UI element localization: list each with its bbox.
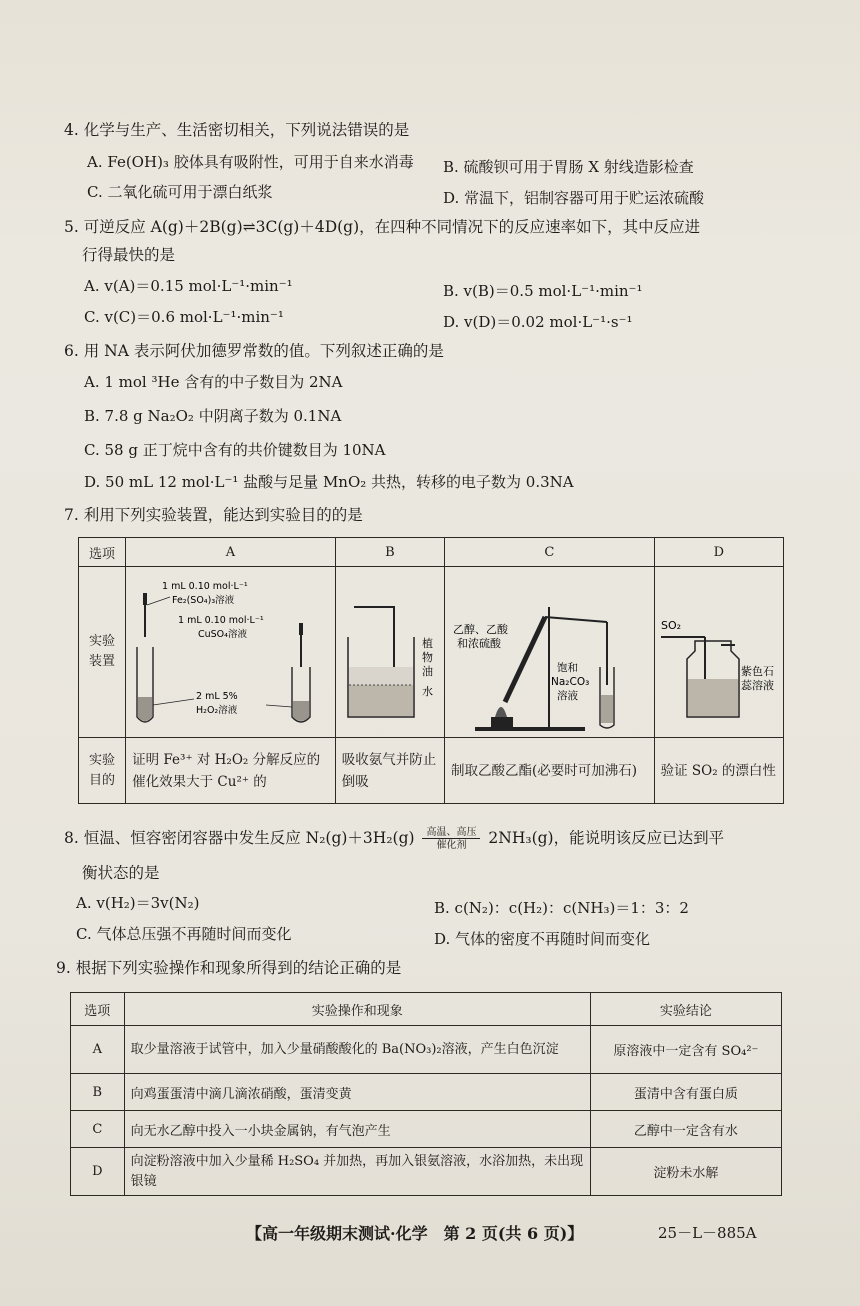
q7-figure-a bbox=[126, 567, 336, 738]
fig-c-label-reagents-1: 乙醇、乙酸 bbox=[453, 623, 509, 636]
q9-row-a-option: A bbox=[71, 1026, 125, 1074]
q5-stem: 5. 可逆反应 A(g)＋2B(g)⇌3C(g)＋4D(g)，在四种不同情况下的反应速率如下，其中反应进 bbox=[64, 218, 701, 236]
q7-figure-c bbox=[445, 567, 655, 738]
q4-option-b: B. 硫酸钡可用于胃肠 X 射线造影检查 bbox=[443, 158, 694, 176]
q7-header-c: C bbox=[445, 538, 655, 567]
q9-row-c-option: C bbox=[71, 1111, 125, 1148]
q6-stem: 6. 用 NA 表示阿伏加德罗常数的值。下列叙述正确的是 bbox=[64, 342, 444, 360]
q7-purpose-b: 吸收氨气并防止倒吸 bbox=[335, 738, 444, 804]
q8-stem bbox=[64, 827, 724, 851]
q8-stem-continued: 衡状态的是 bbox=[82, 864, 160, 882]
fig-c-label-saturated: 饱和 bbox=[557, 662, 579, 674]
q5-option-c: C. v(C)＝0.6 mol·L⁻¹·min⁻¹ bbox=[84, 308, 284, 326]
q8-reaction-condition bbox=[422, 827, 480, 851]
q7-row-purpose-label: 实验目的 bbox=[79, 738, 126, 804]
q9-row-d-operation: 向淀粉溶液中加入少量稀 H₂SO₄ 并加热，再加入银氨溶液，水浴加热，未出现银镜 bbox=[124, 1148, 590, 1196]
q4-stem: 4. 化学与生产、生活密切相关，下列说法错误的是 bbox=[64, 121, 410, 139]
fig-d-label-litmus-2: 蕊溶液 bbox=[740, 679, 774, 692]
q5-stem-continued: 行得最快的是 bbox=[82, 246, 176, 264]
q5-option-d: D. v(D)＝0.02 mol·L⁻¹·s⁻¹ bbox=[443, 313, 633, 331]
fig-b-label-oil-2: 物 bbox=[421, 651, 433, 664]
fig-b-label-water: 水 bbox=[421, 685, 433, 698]
fig-d-label-so2: SO₂ bbox=[660, 619, 681, 632]
q7-header-d: D bbox=[654, 538, 783, 567]
page-footer: 【高一年级期末测试·化学 第 2 页(共 6 页)】 bbox=[246, 1224, 584, 1243]
q8-option-a: A. v(H₂)＝3v(N₂) bbox=[76, 894, 200, 912]
q9-results-table bbox=[70, 992, 782, 1196]
fig-a-label-fe-solution: Fe₂(SO₄)₃溶液 bbox=[172, 595, 235, 606]
q4-option-d: D. 常温下，铝制容器可用于贮运浓硫酸 bbox=[443, 189, 705, 207]
q9-row-c-operation: 向无水乙醇中投入一小块金属钠，有气泡产生 bbox=[124, 1111, 590, 1148]
q7-apparatus-table bbox=[78, 537, 784, 804]
q9-row-b-operation: 向鸡蛋蛋清中滴几滴浓硝酸，蛋清变黄 bbox=[124, 1074, 590, 1111]
q8-option-c: C. 气体总压强不再随时间而变化 bbox=[76, 925, 292, 943]
fig-a-label-h2o2-conc: 2 mL 5% bbox=[196, 691, 238, 702]
q6-option-a: A. 1 mol ³He 含有的中子数目为 2NA bbox=[84, 373, 343, 391]
q7-figure-d bbox=[654, 567, 783, 738]
q7-purpose-a: 证明 Fe³⁺ 对 H₂O₂ 分解反应的催化效果大于 Cu²⁺ 的 bbox=[126, 738, 336, 804]
q7-header-b: B bbox=[335, 538, 444, 567]
q9-header-option: 选项 bbox=[71, 993, 125, 1026]
q9-header-conclusion: 实验结论 bbox=[590, 993, 781, 1026]
q9-row-a-operation: 取少量溶液于试管中，加入少量硝酸酸化的 Ba(NO₃)₂溶液，产生白色沉淀 bbox=[124, 1026, 590, 1074]
fig-a-label-h2o2-solution: H₂O₂溶液 bbox=[196, 705, 238, 716]
q7-row-apparatus-label: 实验装置 bbox=[79, 567, 126, 738]
q8-condition-bottom: 催化剂 bbox=[436, 840, 467, 851]
gas-washing-bottle-diagram bbox=[655, 567, 783, 733]
q9-row-a-conclusion: 原溶液中一定含有 SO₄²⁻ bbox=[590, 1026, 781, 1074]
q9-stem: 9. 根据下列实验操作和现象所得到的结论正确的是 bbox=[56, 959, 402, 977]
q9-row-c-conclusion: 乙醇中一定含有水 bbox=[590, 1111, 781, 1148]
beaker-gas-absorption-diagram bbox=[336, 567, 444, 733]
q9-row-d-conclusion: 淀粉未水解 bbox=[590, 1148, 781, 1196]
q9-row-d-option: D bbox=[71, 1148, 125, 1196]
fig-a-label-cu-solution: CuSO₄溶液 bbox=[198, 629, 248, 640]
q4-option-a: A. Fe(OH)₃ 胶体具有吸附性，可用于自来水消毒 bbox=[87, 153, 414, 171]
exam-code: 25－L－885A bbox=[658, 1224, 757, 1242]
q5-option-a: A. v(A)＝0.15 mol·L⁻¹·min⁻¹ bbox=[84, 277, 293, 295]
q6-option-d: D. 50 mL 12 mol·L⁻¹ 盐酸与足量 MnO₂ 共热，转移的电子数为 0.3NA bbox=[84, 473, 574, 491]
q7-stem: 7. 利用下列实验装置，能达到实验目的的是 bbox=[64, 506, 363, 524]
fig-b-label-oil-3: 油 bbox=[421, 665, 433, 678]
q8-stem-part-a: 8. 恒温、恒容密闭容器中发生反应 N₂(g)＋3H₂(g) bbox=[64, 829, 415, 847]
q7-header-option: 选项 bbox=[79, 538, 126, 567]
q8-stem-part-b: 2NH₃(g)，能说明该反应已达到平 bbox=[488, 829, 725, 847]
q4-option-c: C. 二氧化硫可用于漂白纸浆 bbox=[87, 183, 273, 201]
q9-row-b-option: B bbox=[71, 1074, 125, 1111]
ester-distillation-diagram bbox=[445, 567, 653, 733]
fig-d-label-litmus-1: 紫色石 bbox=[740, 665, 774, 678]
fig-c-label-na2co3: Na₂CO₃ bbox=[551, 676, 590, 688]
fig-a-label-fe-conc: 1 mL 0.10 mol·L⁻¹ bbox=[162, 581, 248, 592]
fig-c-label-reagents-2: 和浓硫酸 bbox=[457, 637, 502, 650]
q7-purpose-c: 制取乙酸乙酯(必要时可加沸石) bbox=[445, 738, 655, 804]
q9-header-operation: 实验操作和现象 bbox=[124, 993, 590, 1026]
fig-c-label-solution: 溶液 bbox=[557, 690, 579, 702]
q8-option-d: D. 气体的密度不再随时间而变化 bbox=[434, 930, 651, 948]
q8-option-b: B. c(N₂)：c(H₂)：c(NH₃)＝1：3：2 bbox=[434, 899, 689, 917]
q5-option-b: B. v(B)＝0.5 mol·L⁻¹·min⁻¹ bbox=[443, 282, 643, 300]
fig-a-label-cu-conc: 1 mL 0.10 mol·L⁻¹ bbox=[178, 615, 264, 626]
q7-figure-b bbox=[335, 567, 444, 738]
q7-header-a: A bbox=[126, 538, 336, 567]
q9-row-b-conclusion: 蛋清中含有蛋白质 bbox=[590, 1074, 781, 1111]
q6-option-c: C. 58 g 正丁烷中含有的共价键数目为 10NA bbox=[84, 441, 386, 459]
q8-condition-top: 高温、高压 bbox=[422, 827, 480, 839]
fig-b-label-oil-1: 植 bbox=[421, 637, 433, 650]
q6-option-b: B. 7.8 g Na₂O₂ 中阴离子数为 0.1NA bbox=[84, 407, 342, 425]
q7-purpose-d: 验证 SO₂ 的漂白性 bbox=[654, 738, 783, 804]
test-tubes-diagram bbox=[126, 567, 330, 733]
